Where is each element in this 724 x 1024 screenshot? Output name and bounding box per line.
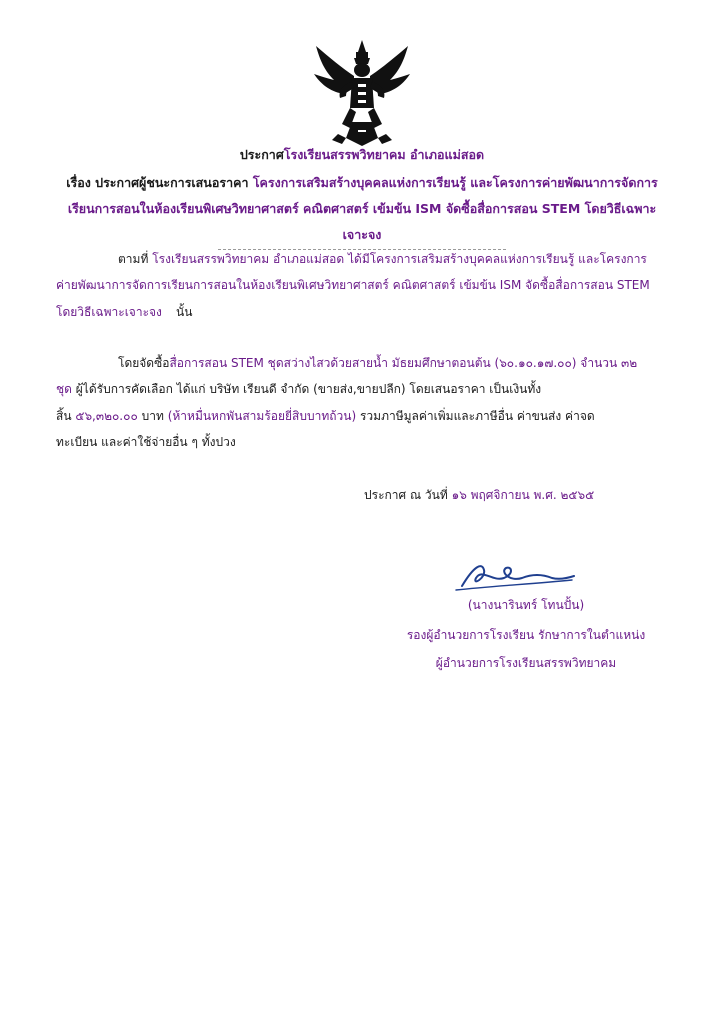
paragraph-2-line-3 [56,403,595,429]
title-prefix: ประกาศ [239,147,284,162]
paragraph-1-organization: โรงเรียนสรรพวิทยาคม อำเภอแม่สอด [152,252,345,266]
subject-line-3: เจาะจง [342,227,382,242]
paragraph-2-total-label: สิ้น [56,409,72,423]
subject-line-2: เรียนการสอนในห้องเรียนพิเศษวิทยาศาสตร์ คณิตศาสตร์ เข้มข้น ISM จัดซื้อสื่อการสอน STEM โดยวิธีเฉพาะ [67,201,657,216]
paragraph-1-project: ได้มีโครงการเสริมสร้างบุคคลแห่งการเรียนรู้ และโครงการ [347,252,647,266]
announcement-title [40,142,684,168]
paragraph-2-unit: ชุด [56,382,72,396]
paragraph-1-line-2: ค่ายพัฒนาการจัดการเรียนการสอนในห้องเรียนพิเศษวิทยาศาสตร์ คณิตศาสตร์ เข้มข้น ISM จัดซื้อสื่อการสอน STEM [56,278,650,292]
paragraph-1-line-3: โดยวิธีเฉพาะเจาะจง [56,305,162,319]
paragraph-1-line-1 [118,246,647,272]
paragraph-2-item: สื่อการสอน STEM ชุดสว่างไสวด้วยสายน้ำ มัธยมศึกษาตอนต้น (๖๐.๑๐.๑๗.๐๐) จำนวน ๓๒ [169,356,638,370]
garuda-emblem-icon [312,38,412,148]
announce-date [364,482,594,508]
paragraph-1-end: นั้น [176,305,193,319]
signatory-position-1: รองผู้อำนวยการโรงเรียน รักษาการในตำแหน่ง [406,628,646,642]
signatory-name: (นางนารินทร์ โทนปั้น) [467,598,585,612]
paragraph-2-line-4: ทะเบียน และค่าใช้จ่ายอื่น ๆ ทั้งปวง [56,435,236,449]
paragraph-1-start: ตามที่ [118,252,149,266]
subject-line-1: โครงการเสริมสร้างบุคคลแห่งการเรียนรู้ และโครงการค่ายพัฒนาการจัดการ [252,175,658,190]
announcement-subject [40,170,684,248]
signature-image [452,556,576,596]
title-organization: โรงเรียนสรรพวิทยาคม อำเภอแม่สอด [283,147,485,162]
paragraph-2-line-1 [118,350,637,376]
paragraph-2-amount-text: (ห้าหมื่นหกพันสามร้อยยี่สิบบาทถ้วน) [167,409,357,423]
signatory-position-2: ผู้อำนวยการโรงเรียนสรรพวิทยาคม [435,656,617,670]
paragraph-2-baht: บาท [141,409,164,423]
subject-label: เรื่อง ประกาศผู้ชนะการเสนอราคา [66,175,249,190]
paragraph-2-vendor: ผู้ได้รับการคัดเลือก ได้แก่ บริษัท เรียนดี จำกัด (ขายส่ง,ขายปลีก) โดยเสนอราคา เป็นเงินทั้ง [75,382,542,396]
paragraph-2-start: โดยจัดซื้อ [118,356,170,370]
paragraph-2-amount: ๕๖,๓๒๐.๐๐ [75,409,138,423]
announce-date-value: ๑๖ พฤศจิกายน พ.ศ. ๒๕๖๕ [451,488,595,502]
paragraph-2-tax-note: รวมภาษีมูลค่าเพิ่มและภาษีอื่น ค่าขนส่ง ค่าจด [359,409,595,423]
announce-date-prefix: ประกาศ ณ วันที่ [364,488,448,502]
paragraph-2-line-2 [56,376,541,402]
